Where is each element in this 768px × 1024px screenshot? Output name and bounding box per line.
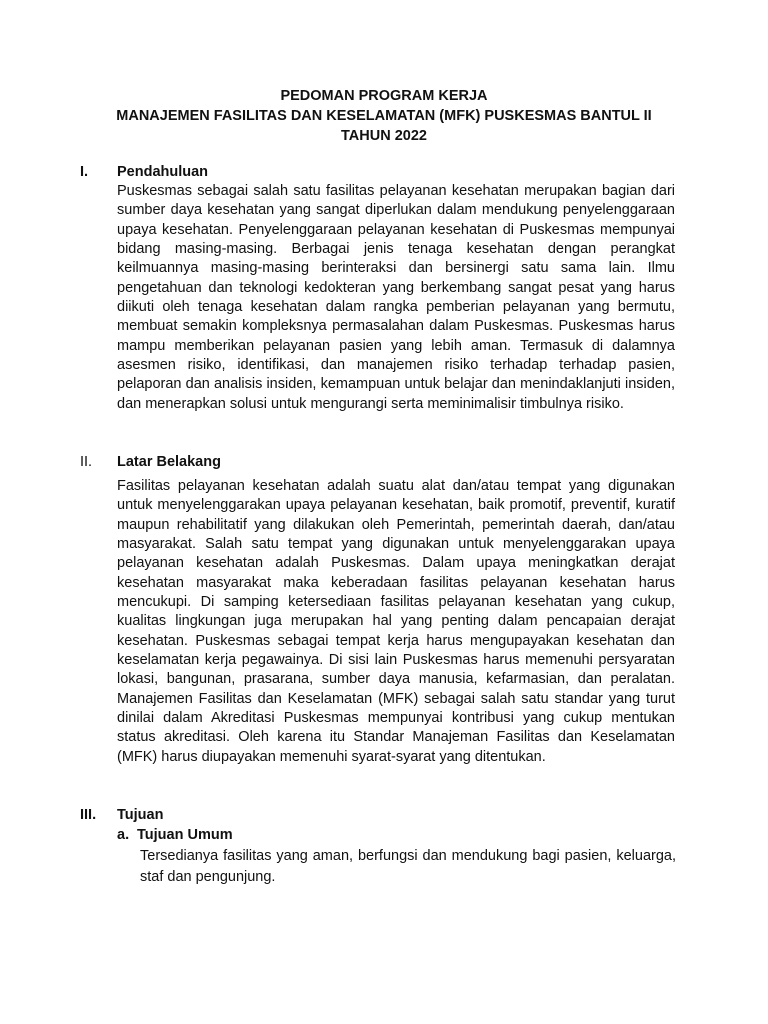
- subsection-heading: [117, 825, 233, 845]
- subsection-letter: a.: [117, 827, 130, 843]
- section-number: III.: [80, 807, 97, 823]
- subsection-body: Tersedianya fasilitas yang aman, berfungsi dan mendukung bagi pasien, keluarga, staf dan pengunjung.: [140, 848, 676, 885]
- title-line-2: MANAJEMEN FASILITAS DAN KESELAMATAN (MFK) PUSKESMAS BANTUL II: [116, 108, 652, 124]
- subsection-title: Tujuan Umum: [137, 827, 233, 843]
- section-body: Fasilitas pelayanan kesehatan adalah suatu alat dan/atau tempat yang digunakan untuk menyelenggarakan upaya pelayanan kesehatan, baik promotif, preventif, kuratif maupun rehabilitatif yang dilakukan oleh Pemerintah, pemerintah daerah, dan/atau masyarakat. Salah satu tempat yang digunakan untuk menyelenggarakan upaya pelayanan kesehatan adalah Puskesmas. Dalam upaya meningkatkan derajat kesehatan masyarakat maka keberadaan fasilitas pelayanan kesehatan harus mencukupi. Di samping ketersediaan fasilitas pelayanan kesehatan yang cukup, kualitas lingkungan juga merupakan hal yang penting dalam pencapaian derajat kesehatan. Puskesmas sebagai tempat kerja harus mengupayakan kesehatan dan keselamatan kerja pegawainya. Di sisi lain Puskesmas harus memenuhi persyaratan lokasi, bangunan, prasarana, sumber daya manusia, kefarmasian, dan peralatan. Manajemen Fasilitas dan Keselamatan (MFK) sebagai salah satu standar yang turut dinilai dalam Akreditasi Puskesmas mempunyai kontribusi yang cukup mentukan status akreditasi. Oleh karena itu Standar Manajeman Fasilitas dan Keselamatan (MFK) harus diupayakan memenuhi syarat-syarat yang ditentukan.: [117, 478, 675, 765]
- section-heading: Tujuan: [117, 807, 164, 823]
- section-heading: Latar Belakang: [117, 454, 221, 470]
- title-line-1: PEDOMAN PROGRAM KERJA: [280, 88, 488, 104]
- section-number: I.: [80, 164, 89, 180]
- section-body: Puskesmas sebagai salah satu fasilitas pelayanan kesehatan merupakan bagian dari sumber daya kesehatan yang sangat diperlukan dalam mendukung penyelenggaraan upaya kesehatan. Penyelenggaraan pelayanan kesehatan di Puskesmas mempunyai bidang masing-masing. Berbagai jenis tenaga kesehatan dengan perangkat keilmuannya masing-masing berinteraksi dan bersinergi satu sama lain. Ilmu pengetahuan dan teknologi kedokteran yang berkembang sangat pesat yang harus diikuti oleh tenaga kesehatan dalam rangka pemberian pelayanan yang bermutu, membuat semakin kompleksnya permasalahan dalam Puskesmas. Puskesmas harus mampu memberikan pelayanan pasien yang lebih aman. Termasuk di dalamnya asesmen risiko, identifikasi, dan manajemen risiko terhadap terhadap pasien, pelaporan dan analisis insiden, kemampuan untuk belajar dan menindaklanjuti insiden, dan menerapkan solusi untuk mengurangi serta meminimalisir timbulnya risiko.: [117, 183, 675, 412]
- document-title: [0, 86, 768, 146]
- section-number: II.: [80, 454, 93, 470]
- section-heading: Pendahuluan: [117, 164, 209, 180]
- title-line-3: TAHUN 2022: [341, 128, 427, 144]
